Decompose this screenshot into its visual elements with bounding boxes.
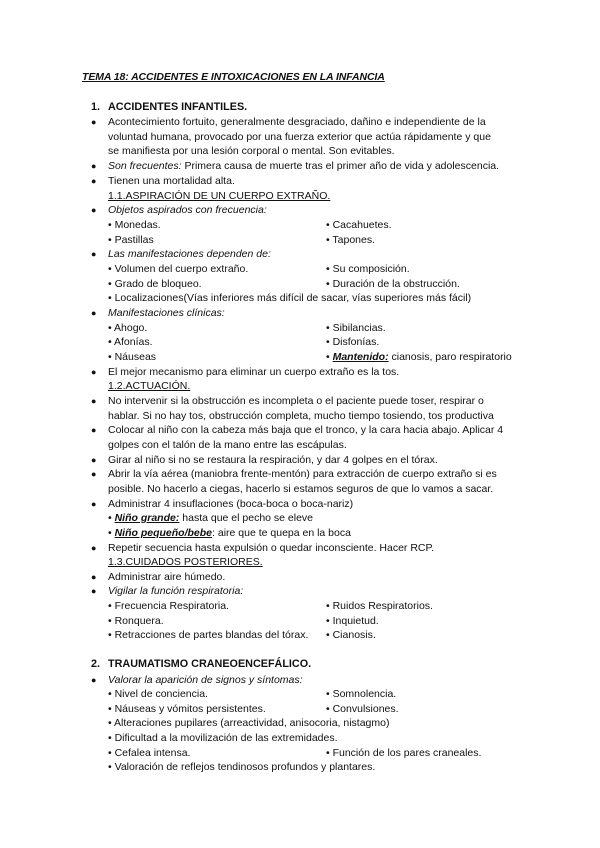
- bullet-icon: ●: [91, 425, 97, 435]
- bullet-icon: ●: [91, 176, 97, 186]
- document-page: TEMA 18: ACCIDENTES E INTOXICACIONES EN LA INFANCIA 1. ACCIDENTES INFANTILES. ● Acontecimiento fortuito, generalmente desgraciado, dañino e independiente de la voluntad humana, provocado por una fuerza exterior que actúa rápidamente y que se manifiesta por una lesión corporal o mental. Son evitables. ● Son frecuentes: Primera causa de muerte tras el primer año de vida y adolescencia. ● Tienen una mortalidad alta. 1.1.ASPIRACIÓN DE UN CUERPO EXTRAÑO. ● Objetos aspirados con frecuencia: • Monedas. • Cacahuetes. • Pastillas • Tapones. ● Las manifestaciones dependen de: • Volumen del cuerpo extraño. • Su composición. • Grado de bloqueo. • Duración de la obstrucción. • Localizaciones(Vías inferiores más difícil de sacar, vías superiores más fácil) ● Manifestaciones clínicas: • Ahogo. • Sibilancias. • Afonías. • Disfonías. • Náuseas • Mantenido: cianosis, paro respiratorio ● El mejor mecanismo para eliminar un cuerpo extraño es la tos. 1.2.ACTUACIÓN. ● No intervenir si la obstrucción es incompleta o el paciente puede toser, respirar o hablar. Si no hay tos, obstrucción completa, mucho tiempo tosiendo, tos productiva ● Colocar al niño con la cabeza más baja que el tronco, y la cara hacia abajo. Aplicar 4 golpes con el talón de la mano entre las escápulas. ● Girar al niño si no se restaura la respiración, y dar 4 golpes en el tórax. ● Abrir la vía aérea (maniobra frente-mentón) para extracción de cuerpo extraño si es posible. No hacerlo a ciegas, hacerlo si estamos seguros de que lo vamos a sacar. ● Administrar 4 insuflaciones (boca-boca o boca-nariz) • Niño grande: hasta que el pecho se eleve • Niño pequeño/bebe: aire que te quepa en la boca ● Repetir secuencia hasta expulsión o quedar inconsciente. Hacer RCP. 1.3.CUIDADOS POSTERIORES. ● Administrar aire húmedo. ● Vigilar la función respiratoria: • Frecuencia Respiratoria. • Ruidos Respiratorios. • Ronquera. • Inquietud. • Retracciones de partes blandas del tórax. • Cianosis. 2. TRAUMATISMO CRANEOENCEFÁLICO. ● Valorar la aparición de signos y síntomas: • Nivel de conciencia. • Somnolencia. • Náuseas y vómitos persistentes. • Convulsiones. • Alteraciones pupilares (arreactividad, anisocoria, nistagmo) • Dificultad a la movilización de las extremidades. • Cefalea intensa. • Función de los pares craneales. • Valoración de reflejos tendinosos profundos y plantares.: [82, 71, 512, 773]
- bullet-icon: ●: [91, 469, 97, 479]
- document-title: TEMA 18: ACCIDENTES E INTOXICACIONES EN LA INFANCIA: [82, 71, 385, 83]
- bullet-icon: ●: [91, 499, 97, 509]
- section-1-title: ACCIDENTES INFANTILES.: [108, 101, 248, 113]
- bullet-icon: ●: [91, 117, 97, 127]
- section-2-title: TRAUMATISMO CRANEOENCEFÁLICO.: [108, 658, 312, 670]
- section-2-number: 2.: [91, 658, 101, 670]
- section-1-number: 1.: [91, 101, 101, 113]
- bullet-icon: ●: [91, 675, 97, 685]
- bullet-icon: ●: [91, 572, 97, 582]
- bullet-icon: ●: [91, 205, 97, 215]
- bullet-icon: ●: [91, 308, 97, 318]
- bullet-icon: ●: [91, 249, 97, 259]
- bullet-icon: ●: [91, 455, 97, 465]
- bullet-icon: ●: [91, 543, 97, 553]
- bullet-icon: ●: [91, 161, 97, 171]
- bullet-icon: ●: [91, 396, 97, 406]
- bullet-icon: ●: [91, 367, 97, 377]
- bullet-icon: ●: [91, 586, 97, 596]
